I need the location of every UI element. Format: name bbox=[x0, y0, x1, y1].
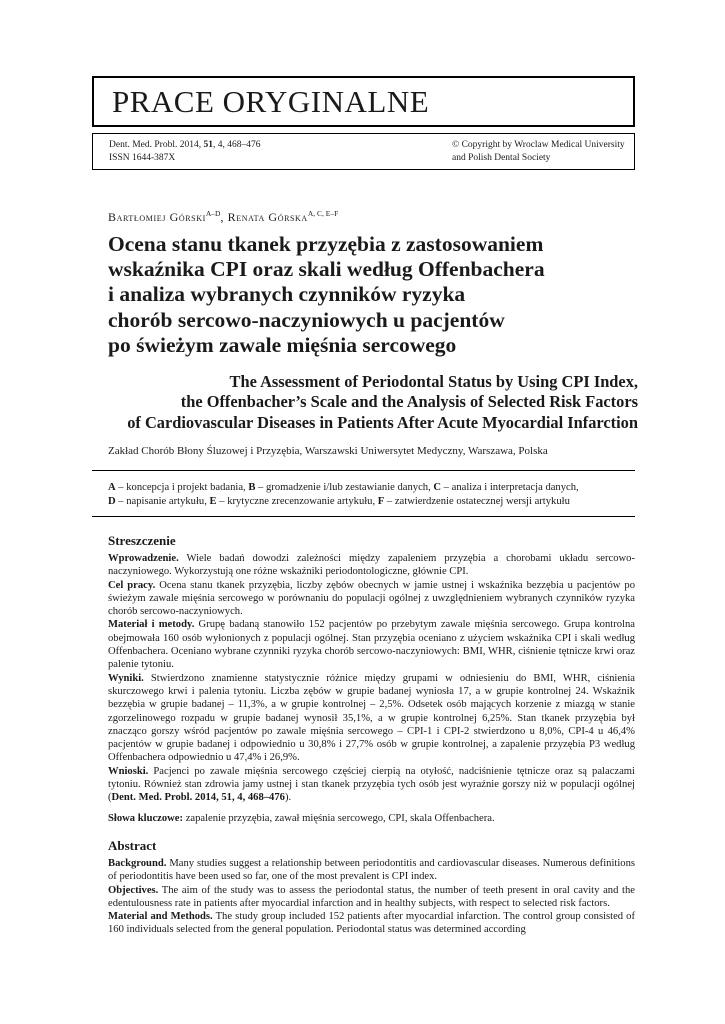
divider bbox=[92, 470, 635, 471]
abstract-paragraph bbox=[108, 579, 635, 619]
contribution-key: D bbox=[108, 495, 116, 507]
contribution-key: A bbox=[108, 482, 116, 493]
title-line: Ocena stanu tkanek przyzębia z zastosowaniem bbox=[108, 232, 544, 256]
keywords-text: zapalenie przyzębia, zawał mięśnia sercowego, CPI, skala Offenbachera. bbox=[183, 812, 495, 824]
author-separator: , bbox=[220, 210, 228, 224]
paragraph-text: Ocena stanu tkanek przyzębia, liczby zębów obecnych w jamie ustnej i wskaźnika bezzębia u pacjentów po świeżym zawale mięśnia sercowego w porównaniu do populacji ogólnej z uwzględnieniem wybranych czynników ryzyka chorób sercowo-naczyniowych. bbox=[108, 579, 635, 618]
paragraph-tail: ). bbox=[284, 792, 292, 804]
citation-line bbox=[109, 139, 260, 152]
title-line: wskaźnika CPI oraz skali według Offenbachera bbox=[108, 257, 545, 282]
contribution-text: – gromadzenie i/lub zestawianie danych, bbox=[255, 482, 434, 493]
paragraph-label: Materiał i metody. bbox=[108, 619, 195, 631]
citation-info bbox=[109, 139, 260, 165]
paragraph-label: Background. bbox=[108, 858, 167, 869]
paragraph-label: Wyniki. bbox=[108, 672, 144, 684]
abstract-paragraph bbox=[108, 910, 635, 937]
contribution-text: – analiza i interpretacja danych, bbox=[441, 482, 579, 493]
article-title-english bbox=[108, 372, 638, 433]
title-line: the Offenbacher’s Scale and the Analysis of Selected Risk Factors bbox=[180, 392, 638, 412]
paragraph-text: Pacjenci po zawale mięśnia sercowego częściej cierpią na otyłość, nadciśnienie tętnicze oraz są palaczami tytoniu. Również stan zdrowia jamy ustnej i stan tkanek przyzębia tych osób jest wyraźnie gorszy niż w populacji ogólnej ( bbox=[108, 765, 635, 804]
keywords-line bbox=[108, 812, 635, 825]
title-line: of Cardiovascular Diseases in Patients After Acute Myocardial Infarction bbox=[127, 412, 638, 432]
journal-section-box bbox=[92, 76, 635, 127]
abstract-body bbox=[108, 857, 635, 937]
title-line: i analiza wybranych czynników ryzyka bbox=[108, 282, 466, 307]
copyright-line-2: and Polish Dental Society bbox=[452, 153, 551, 163]
contribution-text: – zatwierdzenie ostatecznej wersji artykułu bbox=[384, 495, 570, 507]
abstract-paragraph bbox=[108, 618, 635, 671]
paragraph-text: The aim of the study was to assess the periodontal status, the number of teeth present in oral cavity and the edentulousness rate in patients after myocardial infarction and in healthy subjects, with respect to selected risk factors. bbox=[108, 884, 635, 909]
paragraph-label: Wprowadzenie. bbox=[108, 553, 179, 564]
paragraph-text: Many studies suggest a relationship between periodontitis and cardiovascular diseases. Numerous definitions of periodontitis have been used so far, one of the most prevalent is CPI index. bbox=[108, 858, 635, 883]
journal-section-title: PRACE ORYGINALNE bbox=[112, 84, 430, 119]
abstract-paragraph bbox=[108, 765, 635, 805]
paragraph-text: Stwierdzono znamienne statystycznie różnice między grupami w odniesieniu do BMI, WHR, ciśnienia skurczowego krwi i palenia tytoniu. Liczba zębów w grupie badanej wyniosła 17, a w grupie kontrolnej 24. Wskaźnik bezzębia w grupie badanej – 11,3%, a w grupie kontrolnej – 2,5%. Odsetek osób mających korzenie z miazgą w stanie zgorzelinowego rozpadu w grupie badanej wynosił 35,1%, a w grupie kontrolnej 6,25%. Stan tkanek przyzębia był znacząco gorszy wśród pacjentów po zawale mięśnia sercowego – CPI-1 i CPI-2 stwierdzono u 8,0%, CPI-4 u 46,4% pacjentów w grupie badanej i odpowiednio u 30,8% i 27,7% osób w grupie kontrolnej, a zapalenie przyzębia P3 według Offenbachera odpowiednio u 47,4% i 26,9%. bbox=[108, 672, 635, 764]
streszczenie-body bbox=[108, 552, 635, 825]
title-line: chorób sercowo-naczyniowych u pacjentów bbox=[108, 307, 505, 332]
article-title-polish bbox=[108, 232, 628, 358]
contribution-text: – napisanie artykułu, bbox=[115, 495, 210, 507]
title-line: The Assessment of Periodontal Status by Using CPI Index, bbox=[229, 372, 638, 391]
abstract-paragraph bbox=[108, 672, 635, 765]
paragraph-text: The study group included 152 patients after myocardial infarction. The control group consisted of 160 individuals selected from the general population. Periodontal status was determined according bbox=[108, 911, 635, 936]
contribution-text: – koncepcja i projekt badania, bbox=[115, 482, 249, 493]
paragraph-text: Grupę badaną stanowiło 152 pacjentów po przebytym zawale mięśnia sercowego. Grupa kontrolna obejmowała 160 osób wyłonionych z populacji ogólnej. Stan przyzębia oceniano z użyciem wskaźnika CPI i skali według Offenbachera. Oceniano wybrane czynniki ryzyka chorób sercowo-naczyniowych: BMI, WHR, ciśnienie tętnicze krwi oraz palenie tytoniu. bbox=[108, 619, 635, 671]
citation-prefix: Dent. Med. Probl. 2014, bbox=[109, 140, 204, 150]
paragraph-label: Cel pracy. bbox=[108, 579, 156, 591]
contribution-key: B bbox=[248, 482, 256, 493]
paragraph-label: Objectives. bbox=[108, 884, 159, 896]
abstract-paragraph bbox=[108, 884, 635, 911]
keywords-label: Słowa kluczowe: bbox=[108, 812, 184, 824]
contribution-key: F bbox=[377, 495, 385, 507]
citation-issue-pages: , 4, 468–476 bbox=[212, 140, 261, 150]
issn: ISSN 1644-387X bbox=[109, 153, 176, 163]
abstract-paragraph bbox=[108, 857, 635, 884]
paragraph-text: Wiele badań dowodzi zależności między zapaleniem przyzębia a chorobami układu sercowo-naczyniowego. Wykorzystują one różne wskaźniki periodontologiczne, głównie CPI. bbox=[108, 553, 635, 578]
author-list bbox=[108, 209, 338, 225]
contribution-key: E bbox=[209, 495, 217, 507]
author-name: Renata Górska bbox=[227, 210, 308, 224]
divider bbox=[92, 516, 635, 517]
author-contribution-codes: A–D bbox=[205, 209, 221, 218]
contribution-text: – krytyczne zrecenzowanie artykułu, bbox=[216, 495, 378, 507]
paragraph-label: Wnioski. bbox=[108, 765, 149, 777]
streszczenie-heading: Streszczenie bbox=[108, 533, 176, 548]
author-contribution-codes: A, C, E–F bbox=[307, 209, 339, 218]
contribution-legend bbox=[108, 481, 635, 508]
contribution-key: C bbox=[433, 482, 442, 493]
author-name: Bartłomiej Górski bbox=[108, 210, 206, 224]
paragraph-label: Material and Methods. bbox=[108, 911, 213, 923]
abstract-heading: Abstract bbox=[108, 838, 157, 853]
contribution-line bbox=[108, 495, 635, 509]
title-line: po świeżym zawale mięśnia sercowego bbox=[108, 332, 457, 357]
copyright-info bbox=[452, 139, 625, 165]
contribution-line bbox=[108, 481, 635, 495]
abstract-paragraph bbox=[108, 552, 635, 579]
citation-volume: 51 bbox=[203, 140, 213, 150]
copyright-line-1: © Copyright by Wroclaw Medical University bbox=[452, 140, 625, 150]
affiliation: Zakład Chorób Błony Śluzowej i Przyzębia, Warszawski Uniwersytet Medyczny, Warszawa, Polska bbox=[108, 445, 548, 457]
citation-reference: Dent. Med. Probl. 2014, 51, 4, 468–476 bbox=[111, 792, 285, 804]
citation-box bbox=[92, 133, 635, 170]
